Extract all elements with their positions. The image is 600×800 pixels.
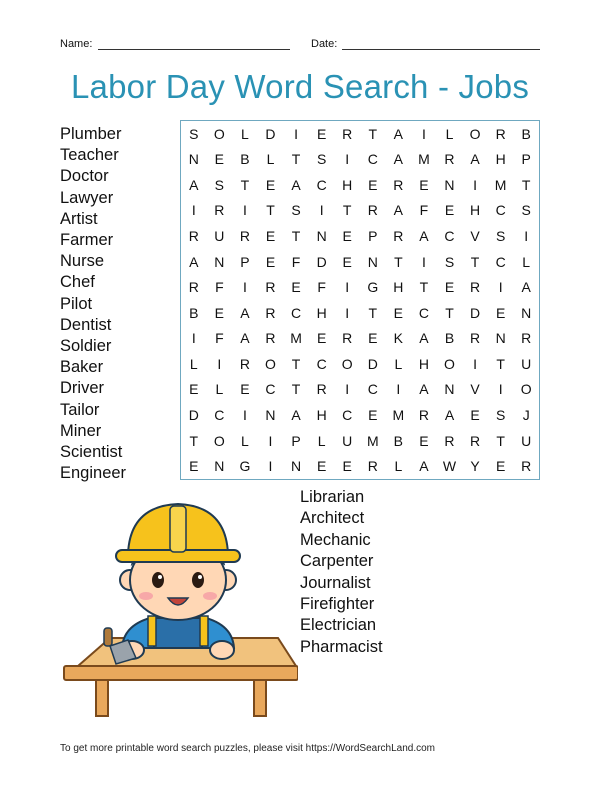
grid-letter: M [290, 330, 302, 347]
grid-letter: B [240, 151, 250, 168]
grid-letter: D [316, 253, 327, 270]
word-list-item: Firefighter [300, 595, 375, 614]
word-list-item: Doctor [60, 167, 109, 186]
grid-letter: A [240, 304, 250, 321]
grid-letter: H [316, 304, 327, 321]
grid-letter: A [470, 151, 480, 168]
grid-letter: E [495, 458, 506, 475]
grid-letter: R [444, 151, 455, 168]
construction-worker-illustration [58, 498, 298, 720]
grid-letter: E [291, 279, 301, 296]
grid-letter: C [444, 228, 455, 245]
grid-letter: S [291, 202, 301, 219]
grid-letter: L [522, 253, 531, 270]
grid-letter: L [317, 432, 326, 449]
grid-letter: E [368, 176, 378, 193]
grid-letter: I [242, 407, 247, 424]
grid-letter: T [291, 381, 301, 398]
grid-letter: C [265, 381, 276, 398]
grid-letter: I [498, 279, 503, 296]
grid-letter: E [419, 176, 429, 193]
grid-letter: H [342, 176, 353, 193]
grid-letter: I [498, 381, 503, 398]
grid-letter: R [239, 228, 250, 245]
grid-letter: P [240, 253, 250, 270]
grid-letter: N [291, 458, 302, 475]
grid-letter: M [366, 432, 379, 449]
word-list-left [60, 124, 126, 484]
word-list-item: Plumber [60, 125, 122, 143]
grid-letter: R [188, 279, 199, 296]
grid-letter: U [342, 432, 353, 449]
grid-letter: E [495, 304, 506, 321]
grid-letter: E [189, 381, 199, 398]
grid-letter: J [522, 407, 530, 424]
grid-letter: V [470, 381, 480, 398]
grid-letter: E [470, 407, 480, 424]
grid-letter: H [470, 202, 481, 219]
grid-letter: E [265, 253, 276, 270]
grid-letter: T [419, 279, 429, 296]
grid-letter: F [317, 279, 326, 296]
grid-letter: I [345, 151, 350, 168]
word-search-grid [180, 120, 540, 480]
grid-letter: R [342, 330, 353, 347]
grid-letter: E [368, 330, 378, 347]
grid-letter: R [188, 228, 199, 245]
grid-letter: A [291, 176, 301, 193]
grid-letter: W [442, 458, 457, 475]
grid-letter: T [368, 304, 378, 321]
grid-letter: A [240, 330, 250, 347]
grid-letter: L [394, 458, 403, 475]
grid-letter: R [470, 432, 481, 449]
grid-letter: L [266, 151, 275, 168]
grid-letter: F [215, 279, 224, 296]
grid-letter: A [419, 228, 429, 245]
grid-letter: T [266, 202, 275, 219]
grid-letter: R [342, 125, 353, 142]
grid-letter: C [342, 407, 353, 424]
grid-letter: R [521, 330, 532, 347]
grid-letter: B [393, 432, 404, 449]
grid-letter: T [470, 253, 480, 270]
grid-letter: H [495, 151, 506, 168]
grid-letter: E [265, 176, 276, 193]
grid-letter: H [316, 407, 327, 424]
grid-letter: P [521, 151, 531, 168]
grid-letter: N [316, 228, 327, 245]
grid-letter: P [291, 432, 301, 449]
grid-letter: M [392, 407, 405, 424]
grid-letter: L [445, 125, 454, 142]
grid-letter: A [444, 407, 455, 424]
grid-letter: D [367, 355, 378, 372]
grid-letter: U [214, 228, 225, 245]
grid-letter: I [191, 330, 196, 347]
grid-letter: C [367, 381, 378, 398]
grid-letter: L [394, 355, 403, 372]
grid-letter: N [495, 330, 506, 347]
date-field-line[interactable] [342, 49, 540, 50]
name-label: Name: [60, 38, 93, 50]
grid-letter: I [421, 253, 426, 270]
word-list-item: Scientist [60, 443, 123, 462]
grid-letter: T [496, 355, 505, 372]
grid-letter: R [239, 355, 250, 372]
grid-letter: R [470, 279, 481, 296]
word-list-item: Lawyer [60, 188, 114, 207]
grid-letter: R [393, 228, 404, 245]
grid-letter: T [189, 432, 199, 449]
grid-letter: E [419, 432, 429, 449]
grid-letter: M [494, 176, 507, 193]
grid-letter: Y [470, 458, 480, 475]
grid-letter: S [316, 151, 327, 168]
grid-letter: I [319, 202, 324, 219]
grid-letter: A [521, 279, 531, 296]
grid-letter: D [470, 304, 481, 321]
grid-letter: S [444, 253, 455, 270]
grid-letter: I [294, 125, 298, 142]
grid-letter: I [191, 202, 196, 219]
grid-letter: G [239, 458, 251, 475]
name-field-line[interactable] [98, 49, 290, 50]
grid-letter: L [215, 381, 224, 398]
grid-letter: C [418, 304, 429, 321]
grid-letter: I [473, 355, 477, 372]
grid-letter: A [393, 202, 404, 219]
grid-letter: E [214, 151, 225, 168]
word-list-right [300, 487, 383, 658]
grid-letter: E [393, 304, 404, 321]
grid-letter: E [189, 458, 199, 475]
date-label: Date: [311, 38, 338, 50]
grid-letter: L [241, 125, 249, 142]
word-list-item: Nurse [60, 252, 105, 271]
word-list-item: Baker [60, 358, 104, 377]
grid-letter: R [418, 407, 429, 424]
grid-letter: A [291, 407, 301, 424]
grid-letter: R [316, 381, 327, 398]
grid-letter: T [521, 176, 531, 193]
grid-letter: C [367, 151, 378, 168]
grid-letter: B [444, 330, 455, 347]
grid-letter: T [394, 253, 403, 270]
grid-letter: S [189, 125, 199, 142]
word-list-item: Pilot [60, 294, 93, 313]
grid-letter: O [213, 125, 225, 142]
grid-letter: H [393, 279, 404, 296]
word-list-item: Chef [60, 273, 95, 292]
grid-letter: G [367, 279, 379, 296]
grid-letter: A [393, 151, 404, 168]
grid-letter: T [368, 125, 378, 142]
grid-letter: N [444, 176, 455, 193]
grid-letter: S [214, 176, 225, 193]
grid-letter: N [444, 381, 455, 398]
grid-letter: S [521, 202, 531, 219]
grid-letter: E [240, 381, 250, 398]
grid-letter: T [240, 176, 250, 193]
grid-letter: I [421, 125, 426, 142]
word-list-item: Dentist [60, 315, 112, 334]
grid-letter: E [342, 458, 352, 475]
grid-letter: O [520, 381, 532, 398]
grid-letter: E [444, 279, 455, 296]
grid-letter: A [189, 176, 199, 193]
grid-letter: A [419, 330, 429, 347]
grid-letter: T [496, 432, 505, 449]
grid-letter: I [268, 458, 273, 475]
grid-letter: I [345, 279, 350, 296]
word-list-item: Mechanic [300, 530, 371, 549]
grid-letter: I [524, 228, 529, 245]
word-list-item: Driver [60, 379, 104, 398]
grid-letter: T [342, 202, 352, 219]
name-date-row [60, 38, 540, 54]
grid-letter: H [418, 355, 429, 372]
grid-letter: I [242, 279, 247, 296]
word-list-item: Librarian [300, 488, 365, 506]
grid-letter: R [470, 330, 481, 347]
footer-note: To get more printable word search puzzles, please visit https://WordSearchLand.com [60, 743, 435, 754]
page-title: Labor Day Word Search - Jobs [70, 68, 530, 105]
grid-letter: O [341, 355, 353, 372]
grid-letter: R [265, 304, 276, 321]
grid-letter: A [189, 253, 199, 270]
word-list-item: Architect [300, 509, 365, 528]
word-list-item: Teacher [60, 146, 119, 165]
grid-letter: D [188, 407, 199, 424]
grid-letter: N [521, 304, 532, 321]
grid-letter: I [345, 381, 350, 398]
word-list-item: Miner [60, 421, 102, 440]
grid-letter: C [214, 407, 225, 424]
grid-letter: T [445, 304, 454, 321]
grid-letter: B [189, 304, 199, 321]
grid-letter: C [291, 304, 302, 321]
word-list-item: Tailor [60, 400, 100, 419]
grid-letter: I [396, 381, 401, 398]
grid-letter: M [418, 151, 430, 168]
grid-letter: E [316, 330, 327, 347]
grid-letter: I [345, 304, 350, 321]
grid-letter: F [215, 330, 224, 347]
word-list-item: Engineer [60, 464, 127, 483]
word-list-item: Soldier [60, 337, 112, 356]
grid-letter: R [214, 202, 225, 219]
grid-letter: P [368, 228, 378, 245]
grid-letter: F [291, 253, 301, 270]
grid-letter: E [316, 458, 327, 475]
grid-letter: E [342, 228, 352, 245]
grid-letter: T [291, 151, 301, 168]
grid-letter: N [214, 253, 225, 270]
grid-letter: R [495, 125, 506, 142]
word-list-item: Farmer [60, 231, 114, 250]
grid-letter: L [189, 355, 198, 372]
grid-letter: R [521, 458, 532, 475]
grid-letter: A [419, 458, 429, 475]
grid-letter: I [217, 355, 222, 372]
grid-letter: N [188, 151, 199, 168]
grid-letter: T [291, 355, 301, 372]
grid-letter: R [265, 330, 276, 347]
grid-letter: N [265, 407, 276, 424]
grid-letter: U [521, 355, 532, 372]
grid-letter: I [268, 432, 273, 449]
grid-letter: N [214, 458, 225, 475]
grid-letter: L [241, 432, 249, 449]
grid-letter: V [470, 228, 480, 245]
word-list-item: Electrician [300, 616, 377, 635]
word-list-item: Pharmacist [300, 637, 383, 656]
grid-letter: R [367, 202, 378, 219]
grid-letter: R [393, 176, 404, 193]
grid-letter: E [316, 125, 327, 142]
grid-letter: E [444, 202, 455, 219]
grid-letter: O [469, 125, 481, 142]
grid-letter: C [316, 355, 327, 372]
grid-letter: O [213, 432, 225, 449]
grid-letter: E [342, 253, 352, 270]
grid-letter: A [393, 125, 404, 142]
grid-letter: R [444, 432, 455, 449]
word-list-item: Artist [60, 209, 98, 228]
grid-letter: U [521, 432, 532, 449]
grid-letter: O [265, 355, 276, 372]
word-list-item: Carpenter [300, 552, 374, 571]
grid-letter: D [265, 125, 276, 142]
grid-letter: C [495, 253, 506, 270]
grid-letter: B [521, 125, 531, 142]
grid-letter: I [473, 176, 477, 193]
grid-letter: N [367, 253, 378, 270]
grid-letter: E [368, 407, 378, 424]
grid-letter: I [242, 202, 247, 219]
grid-letter: A [419, 381, 429, 398]
grid-letter: C [316, 176, 327, 193]
grid-letter: E [265, 228, 276, 245]
grid-letter: F [419, 202, 429, 219]
grid-letter: R [367, 458, 378, 475]
grid-letter: K [393, 330, 404, 347]
grid-letter: O [444, 355, 455, 372]
grid-letter: T [291, 228, 301, 245]
word-list-item: Journalist [300, 573, 371, 592]
grid-letter: C [495, 202, 506, 219]
grid-letter: E [214, 304, 225, 321]
grid-letter: S [495, 407, 506, 424]
grid-letter: S [495, 228, 506, 245]
grid-letter: R [265, 279, 276, 296]
